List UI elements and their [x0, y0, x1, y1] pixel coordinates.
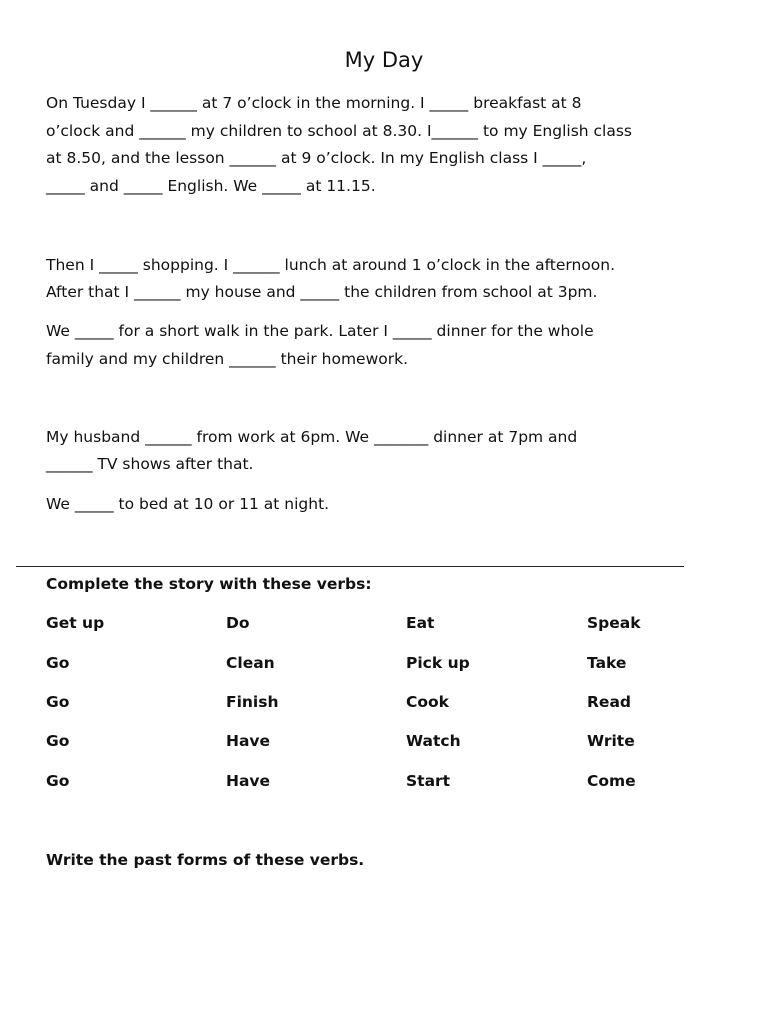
verb-cell: Eat [406, 614, 435, 632]
verb-cell: Watch [406, 732, 461, 750]
story-line: _____ and _____ English. We _____ at 11.15. [46, 177, 376, 195]
verb-cell: Come [587, 772, 636, 790]
verb-cell: Go [46, 732, 70, 750]
instruction-heading: Complete the story with these verbs: [46, 575, 372, 593]
story-line: My husband ______ from work at 6pm. We _______ dinner at 7pm and [46, 428, 578, 446]
verb-cell: Take [587, 654, 627, 672]
story-line: After that I ______ my house and _____ the children from school at 3pm. [46, 283, 598, 301]
verb-cell: Have [226, 772, 271, 790]
verb-cell: Pick up [406, 654, 470, 672]
verb-cell: Speak [587, 614, 641, 632]
story-line: ______ TV shows after that. [46, 455, 254, 473]
verb-cell: Clean [226, 654, 275, 672]
story-line: We _____ to bed at 10 or 11 at night. [46, 495, 330, 513]
verb-cell: Cook [406, 693, 449, 711]
verb-cell: Go [46, 693, 70, 711]
verb-cell: Read [587, 693, 632, 711]
past-forms-heading: Write the past forms of these verbs. [46, 851, 365, 869]
story-line: at 8.50, and the lesson ______ at 9 o’clock. In my English class I _____, [46, 149, 587, 167]
story-line: o’clock and ______ my children to school at 8.30. I______ to my English class [46, 122, 633, 140]
section-divider [16, 566, 684, 567]
story-line: We _____ for a short walk in the park. Later I _____ dinner for the whole [46, 322, 594, 340]
verb-cell: Go [46, 772, 70, 790]
verb-cell: Finish [226, 693, 279, 711]
story-line: On Tuesday I ______ at 7 o’clock in the morning. I _____ breakfast at 8 [46, 94, 582, 112]
page-title: My Day [344, 48, 424, 72]
verb-cell: Go [46, 654, 70, 672]
verb-cell: Have [226, 732, 271, 750]
story-line: Then I _____ shopping. I ______ lunch at around 1 o’clock in the afternoon. [46, 256, 616, 274]
verb-cell: Do [226, 614, 250, 632]
story-line: family and my children ______ their homework. [46, 350, 409, 368]
verb-cell: Start [406, 772, 451, 790]
verb-cell: Write [587, 732, 635, 750]
verb-cell: Get up [46, 614, 105, 632]
